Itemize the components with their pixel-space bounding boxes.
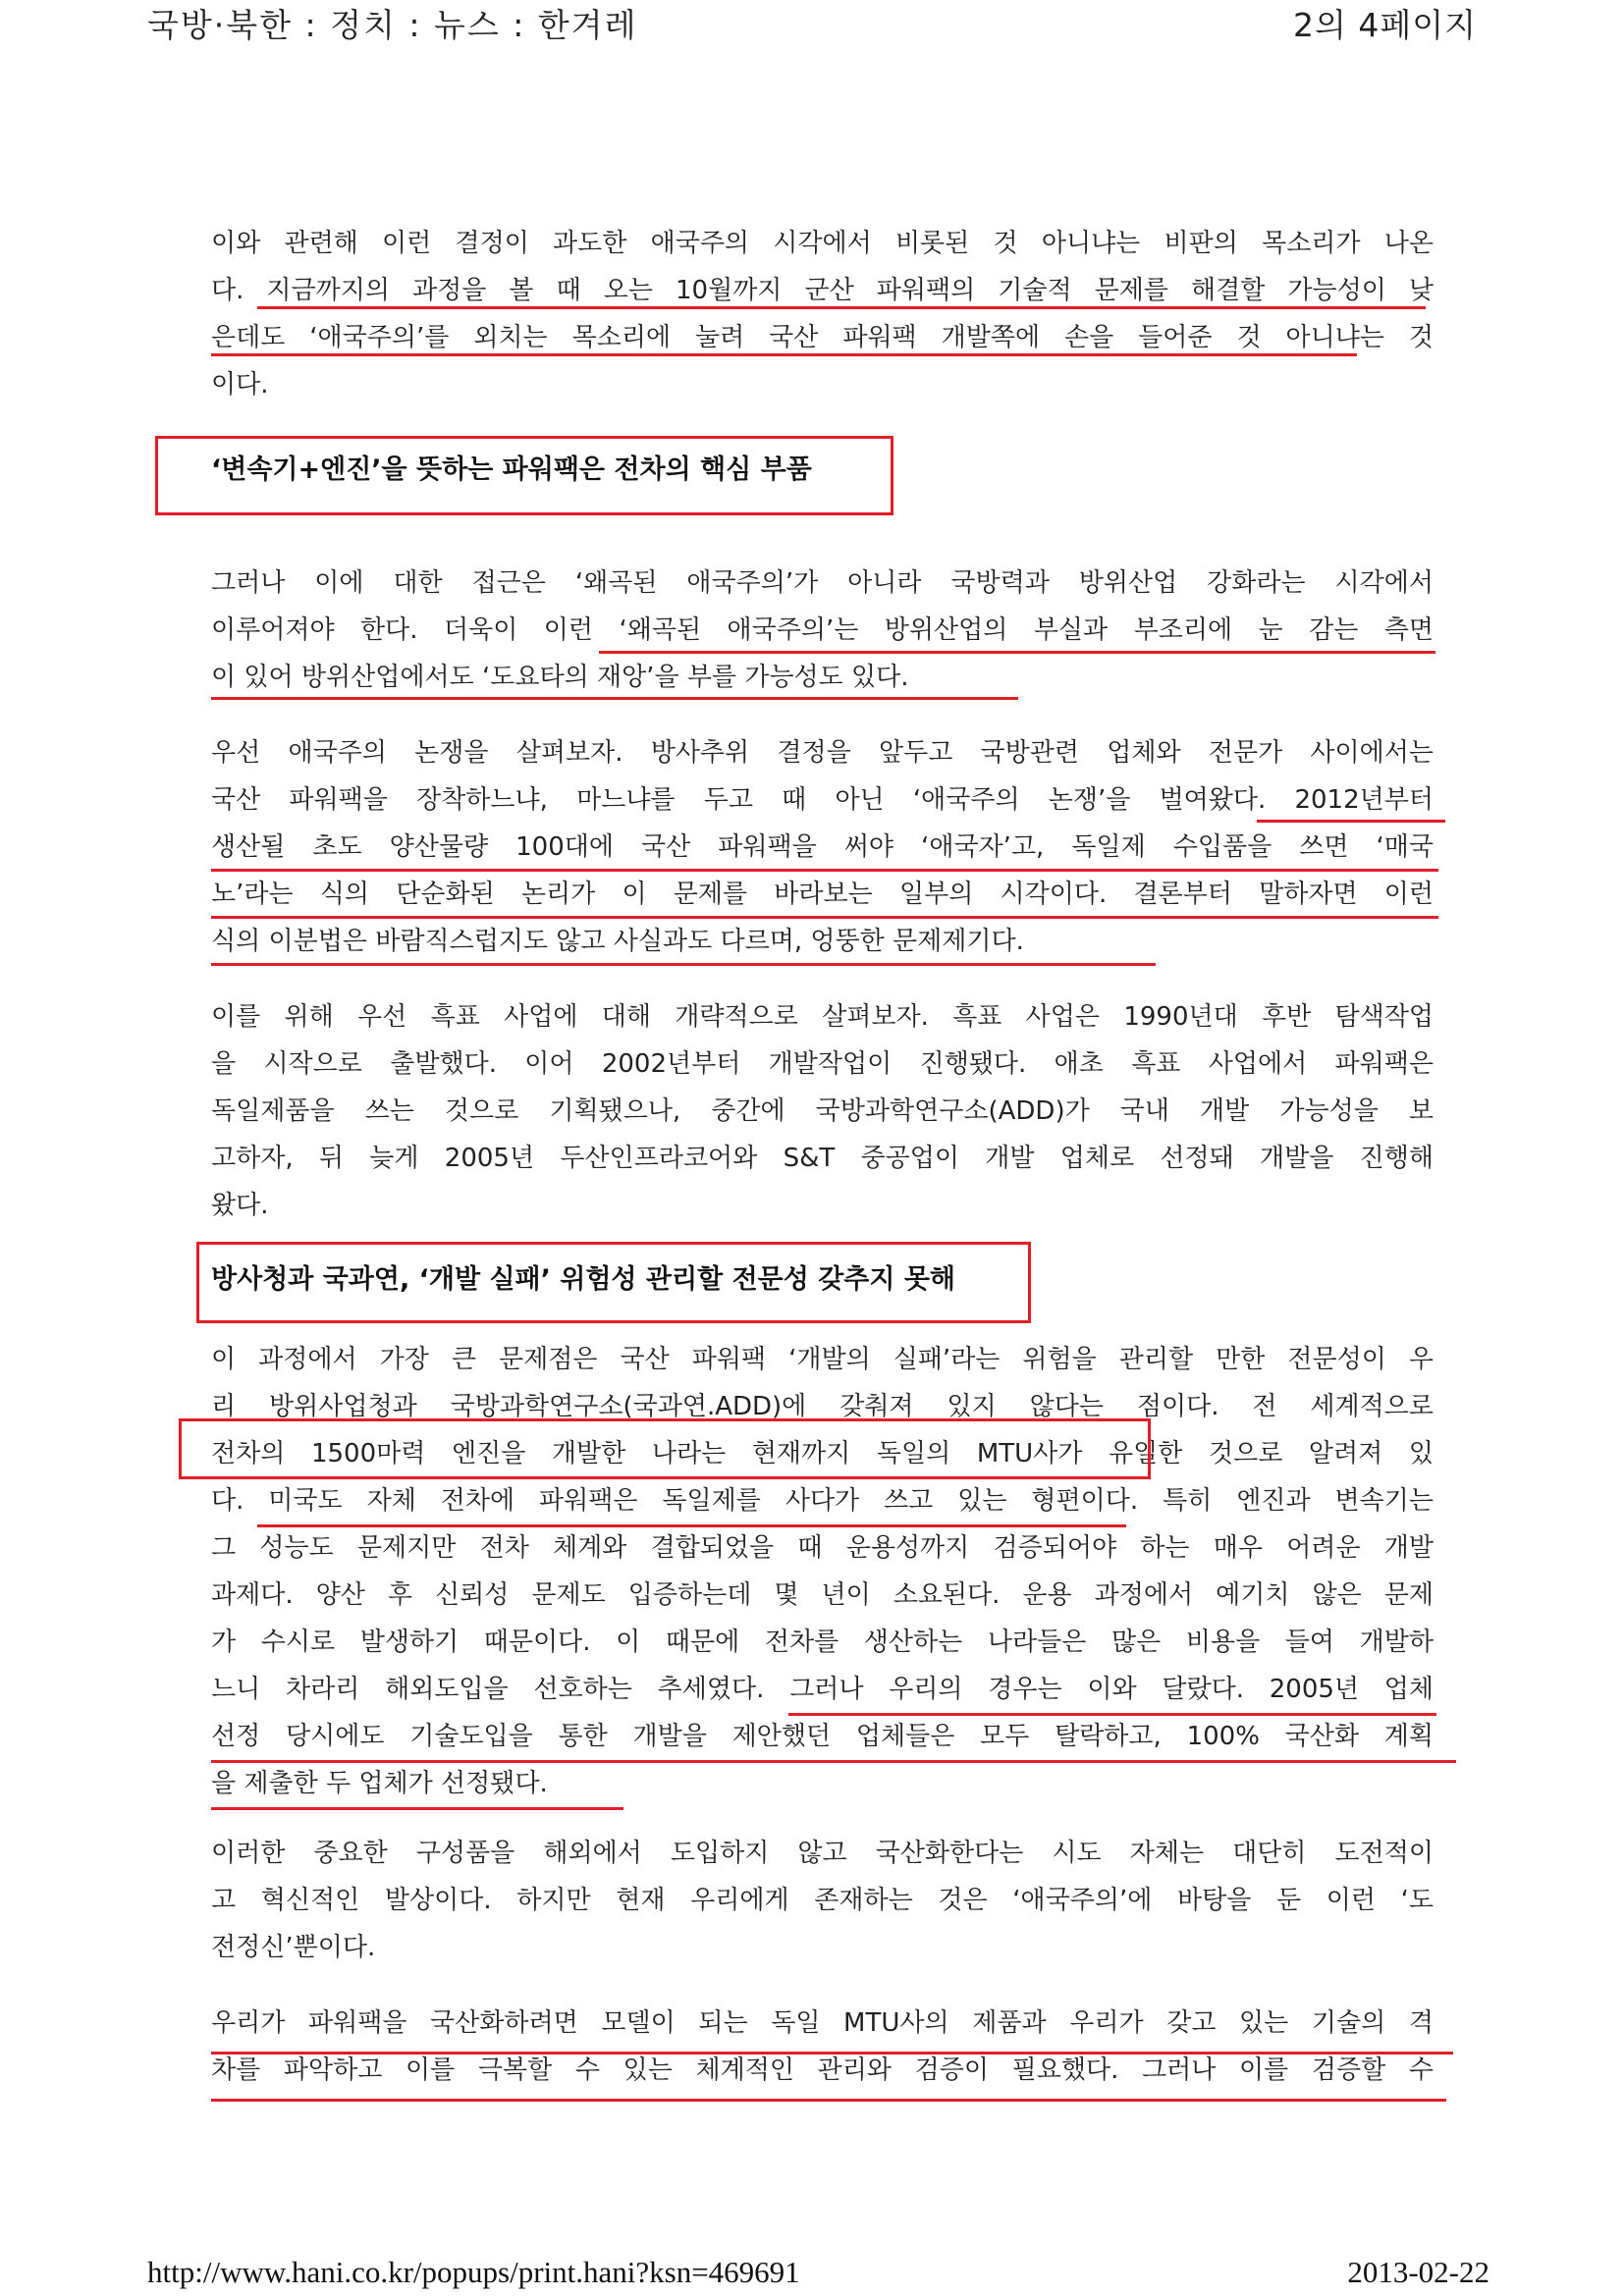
footer-date: 2013-02-22 xyxy=(1347,2255,1489,2289)
text-line: 을 제출한 두 업체가 선정됐다. xyxy=(211,1769,548,1798)
text-line: 은데도 ‘애국주의’를 외치는 목소리에 눌려 국산 파워팩 개발쪽에 손을 들어준 것 아니냐는 것 xyxy=(211,323,1434,352)
text-line: 가 수시로 발생하기 때문이다. 이 때문에 전차를 생산하는 나라들은 많은 비용을 들여 개발하 xyxy=(211,1628,1434,1657)
red-underline xyxy=(211,869,1438,872)
section-heading-1: ‘변속기+엔진’을 뜻하는 파워팩은 전차의 핵심 부품 xyxy=(211,454,812,485)
red-underline xyxy=(211,1760,1456,1763)
text-line: 국산 파워팩을 장착하느냐, 마느냐를 두고 때 아닌 ‘애국주의 논쟁’을 벌여왔다. 2012년부터 xyxy=(211,785,1434,815)
red-underline xyxy=(211,697,1018,700)
red-underline xyxy=(211,916,1438,919)
article-paragraph-4 xyxy=(211,993,1434,1229)
text-line: 그러나 이에 대한 접근은 ‘왜곡된 애국주의’가 아니라 국방력과 방위산업 강화라는 시각에서 xyxy=(211,568,1435,598)
text-line: 우선 애국주의 논쟁을 살펴보자. 방사추위 결정을 앞두고 국방관련 업체와 전문가 사이에서는 xyxy=(211,738,1434,768)
text-line: 전정신’뿐이다. xyxy=(211,1933,376,1962)
phrase-highlight-box xyxy=(179,1418,1151,1479)
red-underline xyxy=(211,2052,1453,2055)
text-line: 이 있어 방위산업에서도 ‘도요타의 재앙’을 부를 가능성도 있다. xyxy=(211,663,909,692)
text-line: 이를 위해 우선 흑표 사업에 대해 개략적으로 살펴보자. 흑표 사업은 1990년대 후반 탐색작업 xyxy=(211,1002,1434,1032)
red-underline xyxy=(257,1524,1126,1527)
text-line: 과제다. 양산 후 신뢰성 문제도 입증하는데 몇 년이 소요된다. 운용 과정에서 예기치 않은 문제 xyxy=(211,1580,1434,1610)
red-underline xyxy=(257,306,1426,309)
text-line: 고 혁신적인 발상이다. 하지만 현재 우리에게 존재하는 것은 ‘애국주의’에 바탕을 둔 이런 ‘도 xyxy=(211,1886,1434,1915)
text-line: 이 과정에서 가장 큰 문제점은 국산 파워팩 ‘개발의 실패’라는 위험을 관리할 만한 전문성이 우 xyxy=(211,1345,1434,1374)
text-line: 전차의 1500마력 엔진을 개발한 나라는 현재까지 독일의 MTU사가 유일한 것으로 알려져 있 xyxy=(211,1439,1434,1468)
text-line: 그 성능도 문제지만 전차 체계와 결합되었을 때 운용성까지 검증되어야 하는 매우 어려운 개발 xyxy=(211,1533,1434,1563)
article-paragraph-5 xyxy=(211,1336,1434,1807)
article-paragraph-6 xyxy=(211,1830,1434,1971)
text-line: 왔다. xyxy=(211,1191,269,1220)
article-paragraph-3 xyxy=(211,729,1434,965)
text-line: 이루어져야 한다. 더욱이 이런 ‘왜곡된 애국주의’는 방위산업의 부실과 부조리에 눈 감는 측면 xyxy=(211,615,1434,645)
text-line: 식의 이분법은 바람직스럽지도 않고 사실과도 다르며, 엉뚱한 문제제기다. xyxy=(211,927,1024,956)
text-line: 독일제품을 쓰는 것으로 기획됐으나, 중간에 국방과학연구소(ADD)가 국내 개발 가능성을 보 xyxy=(211,1096,1434,1126)
page-header-page-indicator: 2의 4페이지 xyxy=(1293,6,1477,44)
text-line: 선정 당시에도 기술도입을 통한 개발을 제안했던 업체들은 모두 탈락하고, 100% 국산화 계획 xyxy=(211,1722,1434,1751)
red-underline xyxy=(1257,820,1445,823)
text-line: 느니 차라리 해외도입을 선호하는 추세였다. 그러나 우리의 경우는 이와 달랐다. 2005년 업체 xyxy=(211,1675,1434,1704)
article-paragraph-7 xyxy=(211,2000,1434,2094)
text-line: 다. 미국도 자체 전차에 파워팩은 독일제를 사다가 쓰고 있는 형편이다. 특히 엔진과 변속기는 xyxy=(211,1486,1434,1516)
red-underline xyxy=(211,2099,1446,2102)
page-header-title: 국방·북한 : 정치 : 뉴스 : 한겨레 xyxy=(147,6,638,44)
text-line: 고하자, 뒤 늦게 2005년 두산인프라코어와 S&T 중공업이 개발 업체로 선정돼 개발을 진행해 xyxy=(211,1144,1434,1173)
red-underline xyxy=(211,963,1156,966)
text-line: 생산될 초도 양산물량 100대에 국산 파워팩을 써야 ‘애국자’고, 독일제 수입품을 쓰면 ‘매국 xyxy=(211,832,1434,862)
text-line: 노’라는 식의 단순화된 논리가 이 문제를 바라보는 일부의 시각이다. 결론부터 말하자면 이런 xyxy=(211,880,1434,909)
red-underline xyxy=(599,651,1435,654)
text-line: 을 시작으로 출발했다. 이어 2002년부터 개발작업이 진행됐다. 애초 흑표 사업에서 파워팩은 xyxy=(211,1049,1434,1079)
article-paragraph-1 xyxy=(211,220,1434,408)
red-underline xyxy=(788,1713,1436,1716)
red-underline xyxy=(211,353,1357,356)
footer-url: http://www.hani.co.kr/popups/print.hani?ksn=469691 xyxy=(147,2255,800,2289)
text-line: 리 방위사업청과 국방과학연구소(국과연.ADD)에 갖춰져 있지 않다는 점이다. 전 세계적으로 xyxy=(211,1392,1434,1421)
text-line: 차를 파악하고 이를 극복할 수 있는 체계적인 관리와 검증이 필요했다. 그러나 이를 검증할 수 xyxy=(211,2056,1434,2085)
text-line: 이와 관련해 이런 결정이 과도한 애국주의 시각에서 비롯된 것 아니냐는 비판의 목소리가 나온 xyxy=(211,229,1434,258)
article-paragraph-2 xyxy=(211,560,1434,701)
text-line: 이다. xyxy=(211,370,269,400)
text-line: 이러한 중요한 구성품을 해외에서 도입하지 않고 국산화한다는 시도 자체는 대단히 도전적이 xyxy=(211,1839,1434,1868)
text-line: 우리가 파워팩을 국산화하려면 모델이 되는 독일 MTU사의 제품과 우리가 갖고 있는 기술의 격 xyxy=(211,2008,1434,2038)
section-heading-2: 방사청과 국과연, ‘개발 실패’ 위험성 관리할 전문성 갖추지 못해 xyxy=(211,1264,956,1295)
text-line: 다. 지금까지의 과정을 볼 때 오는 10월까지 군산 파워팩의 기술적 문제를 해결할 가능성이 낮 xyxy=(211,276,1434,305)
red-underline xyxy=(211,1807,623,1810)
